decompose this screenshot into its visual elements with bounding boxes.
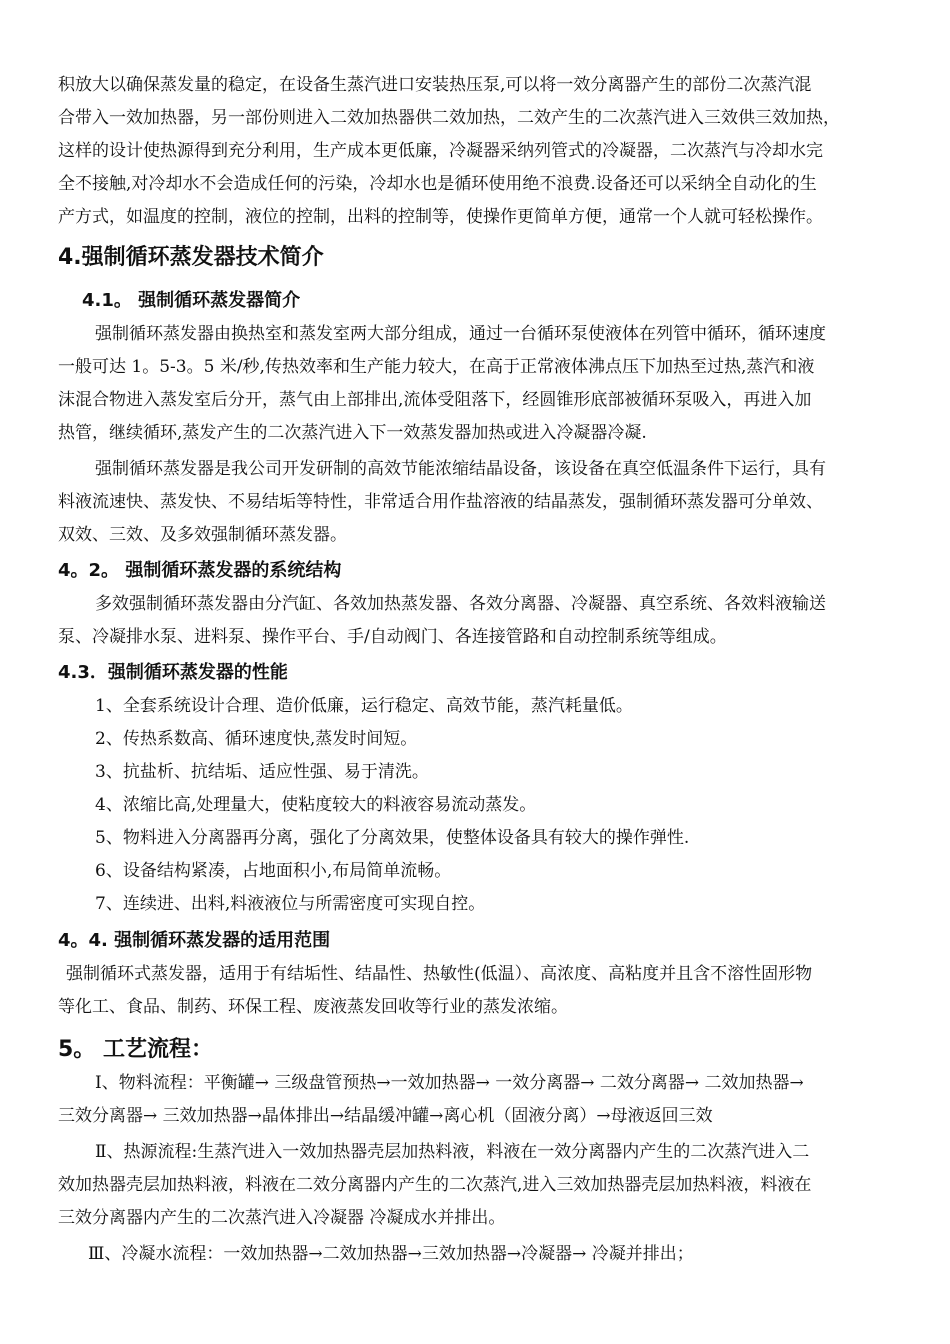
section-4-1-heading: 4.1。 强制循环蒸发器简介 — [82, 290, 301, 311]
paragraph-line: 热管，继续循环,蒸发产生的二次蒸汽进入下一效蒸发器加热或进入冷凝器冷凝. — [58, 423, 647, 443]
list-item: 4、浓缩比高,处理量大，使粘度较大的料液容易流动蒸发。 — [95, 795, 537, 815]
list-item: 5、物料进入分离器再分离，强化了分离效果，使整体设备具有较大的操作弹性. — [95, 828, 690, 848]
intro-line: 合带入一效加热器，另一部份则进入二效加热器供二效加热，二效产生的二次蒸汽进入三效供三效加热， — [58, 108, 840, 128]
intro-line: 积放大以确保蒸发量的稳定，在设备生蒸汽进口安装热压泵,可以将一效分离器产生的部份二次蒸汽混 — [58, 75, 812, 95]
intro-line: 产方式，如温度的控制，液位的控制，出料的控制等，使操作更简单方便，通常一个人就可轻松操作。 — [58, 207, 823, 227]
list-item: 2、传热系数高、循环速度快,蒸发时间短。 — [95, 729, 418, 749]
paragraph-line: 双效、三效、及多效强制循环蒸发器。 — [58, 525, 347, 545]
paragraph-line: 泵、冷凝排水泵、进料泵、操作平台、手/自动阀门、各连接管路和自动控制系统等组成。 — [58, 627, 727, 647]
paragraph-line: 等化工、食品、制药、环保工程、废液蒸发回收等行业的蒸发浓缩。 — [58, 997, 568, 1017]
list-item: 3、抗盐析、抗结垢、适应性强、易于清洗。 — [95, 762, 429, 782]
paragraph-line: 一般可达 1。5-3。5 米/秒,传热效率和生产能力较大，在高于正常液体沸点压下加热至过热,蒸汽和液 — [58, 357, 815, 377]
paragraph-line: 强制循环式蒸发器，适用于有结垢性、结晶性、热敏性(低温）、高浓度、高粘度并且含不溶性固形物 — [66, 964, 813, 984]
paragraph-line: 多效强制循环蒸发器由分汽缸、各效加热蒸发器、各效分离器、冷凝器、真空系统、各效料液输送 — [95, 594, 826, 614]
list-item: 6、设备结构紧凑，占地面积小,布局简单流畅。 — [95, 861, 452, 881]
intro-line: 这样的设计使热源得到充分利用，生产成本更低廉，冷凝器采纳列管式的冷凝器，二次蒸汽与冷却水完 — [58, 141, 823, 161]
section-5-heading: 5。 工艺流程： — [58, 1037, 213, 1062]
intro-line: 全不接触,对冷却水不会造成任何的污染，冷却水也是循环使用绝不浪费.设备还可以采纳全自动化的生 — [58, 174, 817, 194]
flow-line: Ⅰ、物料流程：平衡罐→ 三级盘管预热→一效加热器→ 一效分离器→ 二效分离器→ 二效加热器→ — [95, 1073, 804, 1093]
flow-line: 三效分离器内产生的二次蒸汽进入冷凝器 冷凝成水并排出。 — [58, 1208, 506, 1228]
paragraph-line: 强制循环蒸发器是我公司开发研制的高效节能浓缩结晶设备，该设备在真空低温条件下运行，具有 — [95, 459, 826, 479]
flow-line: 效加热器壳层加热料液，料液在二效分离器内产生的二次蒸汽,进入三效加热器壳层加热料液，料液在 — [58, 1175, 812, 1195]
list-item: 1、全套系统设计合理、造价低廉，运行稳定、高效节能，蒸汽耗量低。 — [95, 696, 633, 716]
section-4-4-heading: 4。4. 强制循环蒸发器的适用范围 — [58, 930, 331, 951]
paragraph-line: 强制循环蒸发器由换热室和蒸发室两大部分组成，通过一台循环泵使液体在列管中循环，循环速度 — [95, 324, 826, 344]
list-item: 7、连续进、出料,料液液位与所需密度可实现自控。 — [95, 894, 486, 914]
flow-line: Ⅲ、冷凝水流程：一效加热器→二效加热器→三效加热器→冷凝器→ 冷凝并排出； — [88, 1244, 694, 1264]
section-4-2-heading: 4。2。 强制循环蒸发器的系统结构 — [58, 560, 342, 581]
section-4-3-heading: 4.3．强制循环蒸发器的性能 — [58, 662, 288, 683]
section-4-heading: 4.强制循环蒸发器技术简介 — [58, 245, 324, 270]
paragraph-line: 料液流速快、蒸发快、不易结垢等特性，非常适合用作盐溶液的结晶蒸发，强制循环蒸发器可分单效、 — [58, 492, 823, 512]
flow-line: Ⅱ、热源流程:生蒸汽进入一效加热器壳层加热料液，料液在一效分离器内产生的二次蒸汽进入二 — [95, 1142, 810, 1162]
paragraph-line: 沫混合物进入蒸发室后分开，蒸气由上部排出,流体受阻落下，经圆锥形底部被循环泵吸入，再进入加 — [58, 390, 812, 410]
flow-line: 三效分离器→ 三效加热器→晶体排出→结晶缓冲罐→离心机（固液分离）→母液返回三效 — [58, 1106, 713, 1126]
